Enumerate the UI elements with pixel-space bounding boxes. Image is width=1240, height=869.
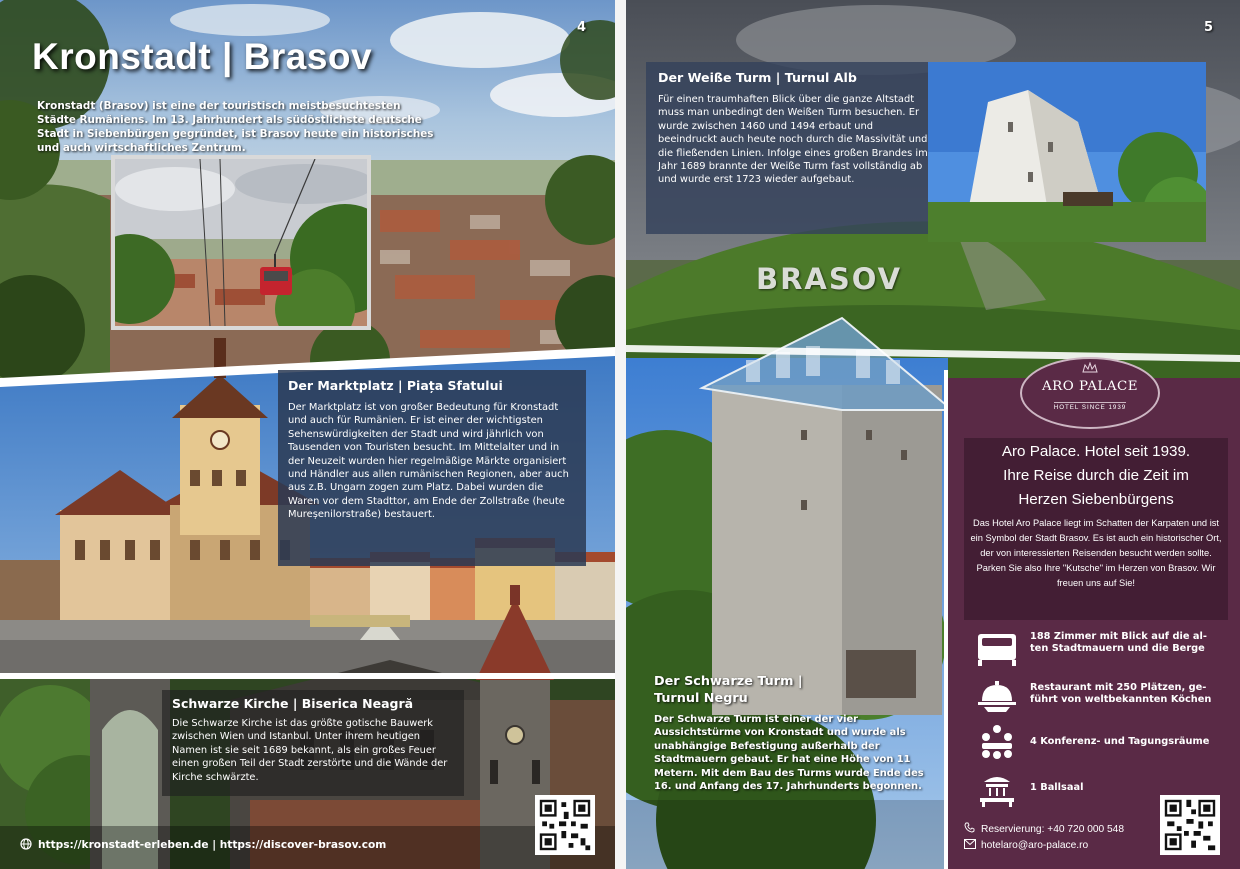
qr-code-right[interactable] (1160, 795, 1220, 855)
qr-code-left[interactable] (535, 795, 595, 855)
feature-rooms (974, 628, 1240, 668)
intro-text: Kronstadt (Brasov) ist eine der touristisch meistbesuchtesten Städte Rumäniens. Im 13. Jahrhundert als südöstlichste deutsche Stadt in Siebenbürgen gegründet, ist Brasov heute ein historisches und auch wirtschaftliches Zentrum. (37, 100, 434, 154)
globe-icon (20, 838, 32, 850)
page-title: Kronstadt | Brasov (32, 36, 373, 77)
schwarze-kirche-panel (162, 690, 464, 796)
qr-code-icon (1160, 795, 1220, 855)
cable-car-illustration (115, 159, 367, 326)
weisser-turm-text: Für einen traumhaften Blick über die ganze Altstadt muss man unbedingt den Weißen Turm besuchen. Er wurde zwischen 1460 und 1494 erbaut und beeindruckt auch heute noch durch die Massivität und die fließenden Linien. Infolge eines großen Brandes im Jahr 1689 brannte der Weiße Turm fast vollständig ab und wurde erst 1723 wieder aufgebaut. (658, 94, 928, 186)
footer-links (20, 838, 386, 851)
aro-description: Das Hotel Aro Palace liegt im Schatten der Karpaten und ist ein Symbol der Stadt Brasov. Es ist auch ein historischer Ort, der von interessierten Reisenden besucht werden sollte. Parken Sie also Ihre "Kutsche" im Herzen von Brasov. Wir freuen uns auf Sie! (970, 518, 1222, 588)
conference-icon (974, 722, 1020, 762)
schwarzer-turm-heading (654, 673, 944, 707)
contact-email[interactable] (964, 839, 1088, 851)
schwarzer-turm-text: Der Schwarze Turm ist einer der vier Aussichtstürme von Kronstadt und wurde als unabhängige Befestigung außerhalb der Stadtmauern gebaut. Er hat eine Höhe von 11 Metern. Mit dem Bau des Turms wurde Ende des 16. und Anfang des 17. Jahrhunderts begonnen. (654, 714, 924, 793)
qr-code-icon (535, 795, 595, 855)
aro-headline-line2: Ihre Reise durch die Zeit im (1003, 467, 1189, 484)
feature-restaurant-line2: führt von weltbekannten Köchen (1030, 694, 1212, 705)
brasov-hill-sign: BRASOV (756, 262, 903, 296)
aro-headline-box (964, 438, 1228, 620)
white-tower-photo (928, 62, 1206, 242)
marktplatz-text: Der Marktplatz ist von großer Bedeutung für Kronstadt und auch für Rumänien. Er ist einer der wichtigsten Sehenswürdigkeiten der Stadt und wird jährlich von Tausenden von Touristen besucht. Im Mittelalter und in der Neuzeit wurden hier regelmäßige Märkte organisiert und Händler aus allen rumänischen Regionen, aber auch aus z.B. Ungarn zogen zum Platz. Dabei wurden die Waren vor dem Stadttor, am Ende der Zollstraße (heute Mureșenilorstraße) bestauert. (288, 402, 569, 521)
feature-ballroom-line1: 1 Ballsaal (1030, 782, 1084, 793)
footer-url-text[interactable]: https://kronstadt-erleben.de | https://discover-brasov.com (38, 839, 387, 851)
page-spine (615, 0, 626, 869)
page-number-right: 5 (1204, 20, 1214, 35)
left-page (0, 0, 615, 869)
contact-phone[interactable] (964, 822, 1124, 835)
feature-rooms-line1: 188 Zimmer mit Blick auf die al- (1030, 631, 1207, 642)
schwarzer-turm-block (654, 673, 944, 793)
right-page (626, 0, 1240, 869)
logo-name: ARO PALACE (1041, 379, 1139, 394)
crown-icon (1082, 362, 1098, 374)
feature-restaurant (974, 675, 1240, 715)
feature-conference (974, 722, 1240, 762)
marktplatz-heading: Der Marktplatz | Piața Sfatului (288, 378, 503, 393)
feature-rooms-line2: ten Stadtmauern und die Berge (1030, 643, 1205, 654)
cloche-icon (974, 675, 1020, 715)
schwarzer-turm-heading-line1: Der Schwarze Turm | (654, 674, 803, 689)
logo-tagline: HOTEL SINCE 1939 (1053, 404, 1127, 411)
feature-restaurant-line1: Restaurant mit 250 Plätzen, ge- (1030, 682, 1207, 693)
feature-conference-line1: 4 Konferenz- und Tagungsräume (1030, 736, 1210, 747)
aro-palace-logo[interactable] (1020, 357, 1160, 429)
bed-icon (974, 628, 1020, 668)
phone-icon (964, 822, 975, 833)
ballroom-icon (974, 768, 1020, 808)
cable-car-photo (111, 155, 371, 330)
mail-icon (964, 839, 976, 849)
email-address[interactable]: hotelaro@aro-palace.ro (981, 840, 1089, 851)
aro-headline-line3: Herzen Siebenbürgens (1018, 491, 1174, 508)
marktplatz-panel (278, 370, 586, 566)
weisser-turm-panel (646, 62, 946, 234)
page-number-left: 4 (577, 20, 587, 35)
weisser-turm-heading: Der Weiße Turm | Turnul Alb (658, 70, 857, 85)
white-tower-illustration (928, 62, 1206, 242)
aro-headline (964, 440, 1228, 512)
schwarze-kirche-text: Die Schwarze Kirche ist das größte gotische Bauwerk zwischen Wien und Istanbul. Unter ihrem heutigen Namen ist sie seit 1689 bekannt, als ein großes Feuer einen großen Teil der Stadt zerstörte und die Wände der Kirche schwärzte. (172, 718, 448, 783)
schwarze-kirche-heading: Schwarze Kirche | Biserica Neagră (172, 696, 414, 711)
phone-number[interactable]: Reservierung: +40 720 000 548 (981, 824, 1125, 835)
schwarzer-turm-heading-line2: Turnul Negru (654, 691, 748, 706)
aro-headline-line1: Aro Palace. Hotel seit 1939. (1001, 443, 1191, 460)
